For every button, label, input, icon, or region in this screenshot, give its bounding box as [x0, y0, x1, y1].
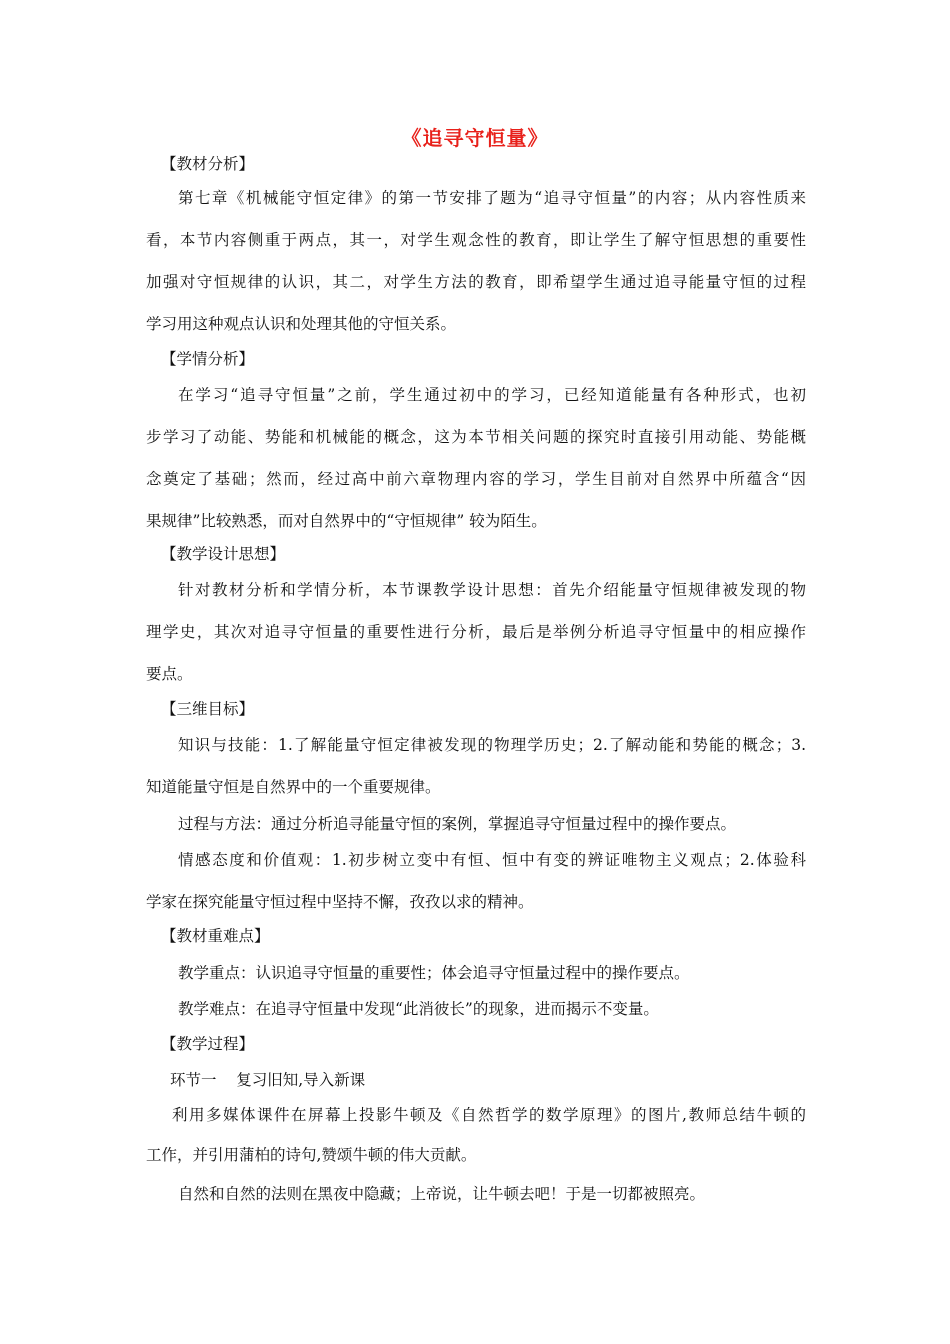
process-goal: 过程与方法：通过分析追寻能量守恒的案例，掌握追寻守恒量过程中的操作要点。 [178, 815, 737, 833]
text-line: 针对教材分析和学情分析，本节课教学设计思想：首先介绍能量守恒规律被发现的物 [178, 581, 806, 599]
teaching-key-point: 教学重点：认识追寻守恒量的重要性；体会追寻守恒量过程中的操作要点。 [178, 964, 690, 982]
text-line: 果规律”比较熟悉，而对自然界中的“守恒规律” 较为陌生。 [146, 512, 547, 530]
text-line: 要点。 [146, 665, 193, 683]
heading-learner-analysis: 【学情分析】 [161, 350, 255, 368]
text-line: 加强对守恒规律的认识，其二，对学生方法的教育，即希望学生通过追寻能量守恒的过程 [146, 273, 806, 291]
text-line: 学习用这种观点认识和处理其他的守恒关系。 [146, 315, 457, 333]
heading-key-points: 【教材重难点】 [161, 927, 270, 945]
document-title: 《追寻守恒量》 [401, 126, 549, 150]
text-line: 学家在探究能量守恒过程中坚持不懈，孜孜以求的精神。 [146, 893, 534, 911]
text-line: 步学习了动能、势能和机械能的概念，这为本节相关问题的探究时直接引用动能、势能概 [146, 428, 806, 446]
text-line: 第七章《机械能守恒定律》的第一节安排了题为“追寻守恒量”的内容；从内容性质来 [178, 189, 806, 207]
heading-three-dim-goals: 【三维目标】 [161, 700, 255, 718]
process-step-title: 环节一 复习旧知,导入新课 [170, 1071, 366, 1089]
heading-textbook-analysis: 【教材分析】 [161, 155, 255, 173]
heading-design-idea: 【教学设计思想】 [161, 545, 286, 563]
text-line: 念奠定了基础；然而，经过高中前六章物理内容的学习，学生目前对自然界中所蕴含“因 [146, 470, 806, 488]
text-line: 利用多媒体课件在屏幕上投影牛顿及《自然哲学的数学原理》的图片,教师总结牛顿的 [172, 1106, 806, 1124]
teaching-difficult-point: 教学难点：在追寻守恒量中发现“此消彼长”的现象，进而揭示不变量。 [178, 1000, 659, 1018]
text-line: 在学习“追寻守恒量”之前，学生通过初中的学习，已经知道能量有各种形式，也初 [178, 386, 806, 404]
text-line: 工作，并引用蒲柏的诗句,赞颂牛顿的伟大贡献。 [146, 1146, 477, 1164]
text-line: 情感态度和价值观：1.初步树立变中有恒、恒中有变的辨证唯物主义观点；2.体验科 [178, 851, 806, 869]
heading-teaching-process: 【教学过程】 [161, 1035, 255, 1053]
text-line: 知道能量守恒是自然界中的一个重要规律。 [146, 778, 441, 796]
text-line: 知识与技能：1.了解能量守恒定律被发现的物理学历史；2.了解动能和势能的概念；3. [178, 736, 806, 754]
newton-quote: 自然和自然的法则在黑夜中隐藏；上帝说，让牛顿去吧！于是一切都被照亮。 [178, 1185, 706, 1203]
text-line: 看，本节内容侧重于两点，其一，对学生观念性的教育，即让学生了解守恒思想的重要性 [146, 231, 806, 249]
text-line: 理学史，其次对追寻守恒量的重要性进行分析，最后是举例分析追寻守恒量中的相应操作 [146, 623, 806, 641]
